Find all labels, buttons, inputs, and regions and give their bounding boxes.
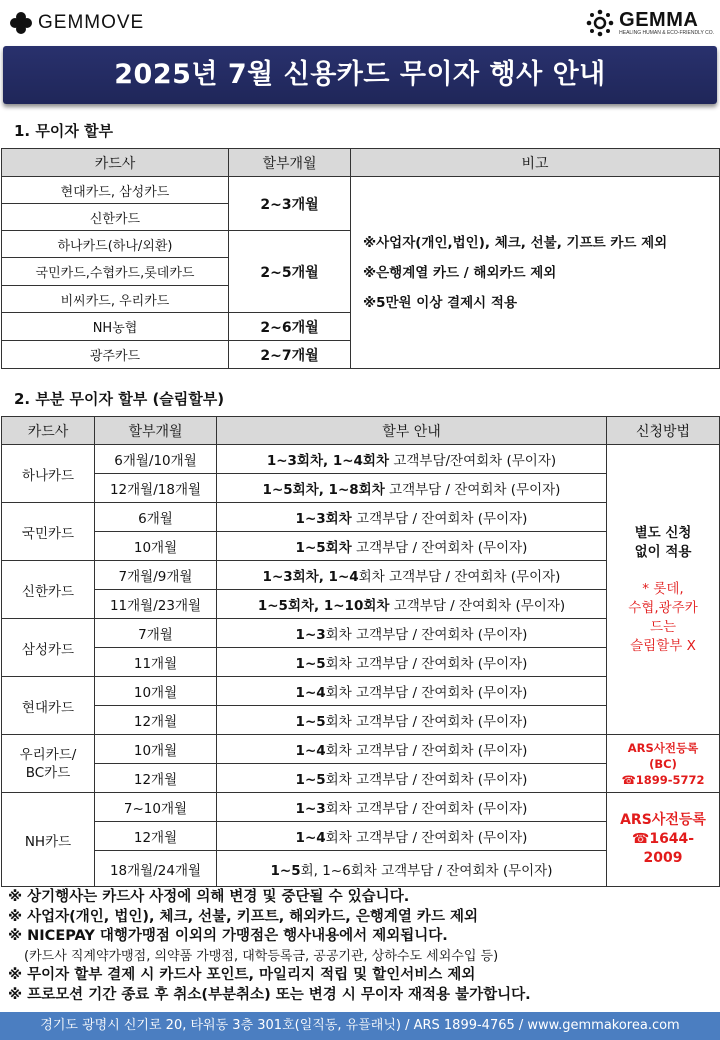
top-bar bbox=[0, 0, 720, 46]
note-item: ※사업자(개인,법인), 체크, 선불, 기프트 카드 제외 bbox=[363, 234, 668, 251]
card-cell: 하나카드(하나/외환) bbox=[2, 231, 229, 258]
months-cell: 10개월 bbox=[95, 677, 217, 706]
guide-cell: 1~5회, 1~6회차 고객부담 / 잔여회차 (무이자) bbox=[217, 851, 607, 887]
months-cell: 10개월 bbox=[95, 735, 217, 764]
col-header-card: 카드사 bbox=[2, 417, 95, 445]
months-cell: 12개월 bbox=[95, 706, 217, 735]
col-header-guide: 할부 안내 bbox=[217, 417, 607, 445]
section1-title: 1. 무이자 할부 bbox=[14, 122, 114, 140]
guide-cell: 1~3회차, 1~4회차 고객부담/잔여회차 (무이자) bbox=[217, 445, 607, 474]
footnotes bbox=[8, 888, 713, 1005]
card-cell: 신한카드 bbox=[2, 204, 229, 231]
guide-cell: 1~3회차 고객부담 / 잔여회차 (무이자) bbox=[217, 503, 607, 532]
months-cell: 6개월/10개월 bbox=[95, 445, 217, 474]
method-cell bbox=[607, 445, 720, 735]
card-cell: NH농협 bbox=[2, 313, 229, 341]
table-header-row bbox=[2, 417, 720, 445]
months-cell: 2~6개월 bbox=[229, 313, 351, 341]
guide-cell: 1~5회차, 1~10회차 고객부담 / 잔여회차 (무이자) bbox=[217, 590, 607, 619]
months-cell: 7개월 bbox=[95, 619, 217, 648]
months-cell: 11개월/23개월 bbox=[95, 590, 217, 619]
footer-contact: 경기도 광명시 신기로 20, 타워동 3층 301호(일직동, 유플래닛) / ARS 1899-4765 / www.gemmakorea.com bbox=[40, 1018, 680, 1033]
gemma-mark-icon bbox=[585, 8, 615, 38]
footnote-item: ※ 상기행사는 카드사 사정에 의해 변경 및 중단될 수 있습니다. bbox=[8, 889, 410, 905]
card-cell: 하나카드 bbox=[2, 445, 95, 503]
note-item: ※5만원 이상 결제시 적용 bbox=[363, 294, 517, 311]
card-cell: 현대카드 bbox=[2, 677, 95, 735]
guide-cell: 1~4회차 고객부담 / 잔여회차 (무이자) bbox=[217, 677, 607, 706]
footnote-subitem: (카드사 직계약가맹점, 의약품 가맹점, 대학등록금, 공공기관, 상하수도 세외수입 등) bbox=[24, 948, 499, 964]
clover-logo-icon bbox=[10, 12, 32, 34]
months-cell: 11개월 bbox=[95, 648, 217, 677]
table-row bbox=[2, 735, 720, 764]
method-main: 별도 신청 없이 적용 bbox=[634, 524, 692, 560]
guide-cell: 1~3회차, 1~4회차 고객부담 / 잔여회차 (무이자) bbox=[217, 561, 607, 590]
interest-free-table bbox=[1, 148, 720, 369]
footnote-item: ※ 프로모션 기간 종료 후 취소(부분취소) 또는 변경 시 무이자 재적용 불가합니다. bbox=[8, 986, 531, 1003]
card-cell: 삼성카드 bbox=[2, 619, 95, 677]
months-cell: 7개월/9개월 bbox=[95, 561, 217, 590]
guide-cell: 1~5회차 고객부담 / 잔여회차 (무이자) bbox=[217, 648, 607, 677]
notes-cell bbox=[351, 177, 720, 369]
col-header-months: 할부개월 bbox=[95, 417, 217, 445]
months-cell: 12개월 bbox=[95, 764, 217, 793]
gemma-logo bbox=[585, 8, 714, 38]
months-cell: 12개월 bbox=[95, 822, 217, 851]
col-header-notes: 비고 bbox=[351, 149, 720, 177]
months-cell: 12개월/18개월 bbox=[95, 474, 217, 503]
method-cell-nh: ARS사전등록 ☎1644- 2009 bbox=[607, 793, 720, 887]
gemma-logo-tagline: HEALING HUMAN & ECO-FRIENDLY CO. bbox=[619, 29, 714, 36]
card-cell: 현대카드, 삼성카드 bbox=[2, 177, 229, 204]
card-cell: NH카드 bbox=[2, 793, 95, 887]
note-item: ※은행계열 카드 / 해외카드 제외 bbox=[363, 264, 557, 281]
months-cell: 7~10개월 bbox=[95, 793, 217, 822]
card-cell: 국민카드 bbox=[2, 503, 95, 561]
col-header-months: 할부개월 bbox=[229, 149, 351, 177]
page-title: 2025년 7월 신용카드 무이자 행사 안내 bbox=[114, 59, 606, 90]
table-header-row bbox=[2, 149, 720, 177]
months-cell: 2~5개월 bbox=[229, 231, 351, 313]
method-cell-woori: ARS사전등록 (BC) ☎1899-5772 bbox=[607, 735, 720, 793]
gemma-logo-text: GEMMA bbox=[619, 8, 699, 31]
footnote-item: ※ NICEPAY 대행가맹점 이외의 가맹점은 행사내용에서 제외됩니다. bbox=[8, 928, 448, 944]
gemmove-logo bbox=[10, 12, 144, 34]
card-cell: 신한카드 bbox=[2, 561, 95, 619]
card-cell: 비씨카드, 우리카드 bbox=[2, 286, 229, 313]
section2-title: 2. 부분 무이자 할부 (슬림할부) bbox=[14, 390, 225, 408]
card-cell: 우리카드/ BC카드 bbox=[2, 735, 95, 793]
card-cell: 광주카드 bbox=[2, 341, 229, 369]
guide-cell: 1~5회차 고객부담 / 잔여회차 (무이자) bbox=[217, 764, 607, 793]
footer-bar bbox=[0, 1012, 720, 1040]
col-header-card: 카드사 bbox=[2, 149, 229, 177]
footnote-item: ※ 무이자 할부 결제 시 카드사 포인트, 마일리지 적립 및 할인서비스 제외 bbox=[8, 967, 476, 983]
table-row bbox=[2, 445, 720, 474]
guide-cell: 1~5회차, 1~8회차 고객부담 / 잔여회차 (무이자) bbox=[217, 474, 607, 503]
card-cell: 국민카드,수협카드,롯데카드 bbox=[2, 258, 229, 286]
method-note: * 롯데, 수협,광주카 드는 슬림할부 X bbox=[628, 580, 698, 654]
months-cell: 6개월 bbox=[95, 503, 217, 532]
guide-cell: 1~3회차 고객부담 / 잔여회차 (무이자) bbox=[217, 619, 607, 648]
col-header-method: 신청방법 bbox=[607, 417, 720, 445]
page-title-banner bbox=[3, 46, 717, 104]
guide-cell: 1~3회차 고객부담 / 잔여회차 (무이자) bbox=[217, 793, 607, 822]
footnote-item: ※ 사업자(개인, 법인), 체크, 선불, 키프트, 해외카드, 은행계열 카드 제외 bbox=[8, 908, 479, 925]
guide-cell: 1~5회차 고객부담 / 잔여회차 (무이자) bbox=[217, 706, 607, 735]
slim-installment-table bbox=[1, 416, 720, 887]
months-cell: 10개월 bbox=[95, 532, 217, 561]
months-cell: 18개월/24개월 bbox=[95, 851, 217, 887]
guide-cell: 1~4회차 고객부담 / 잔여회차 (무이자) bbox=[217, 735, 607, 764]
gemmove-logo-text: GEMMOVE bbox=[38, 12, 145, 33]
table-row bbox=[2, 177, 720, 204]
table-row bbox=[2, 793, 720, 822]
months-cell: 2~3개월 bbox=[229, 177, 351, 231]
months-cell: 2~7개월 bbox=[229, 341, 351, 369]
guide-cell: 1~4회차 고객부담 / 잔여회차 (무이자) bbox=[217, 822, 607, 851]
guide-cell: 1~5회차 고객부담 / 잔여회차 (무이자) bbox=[217, 532, 607, 561]
